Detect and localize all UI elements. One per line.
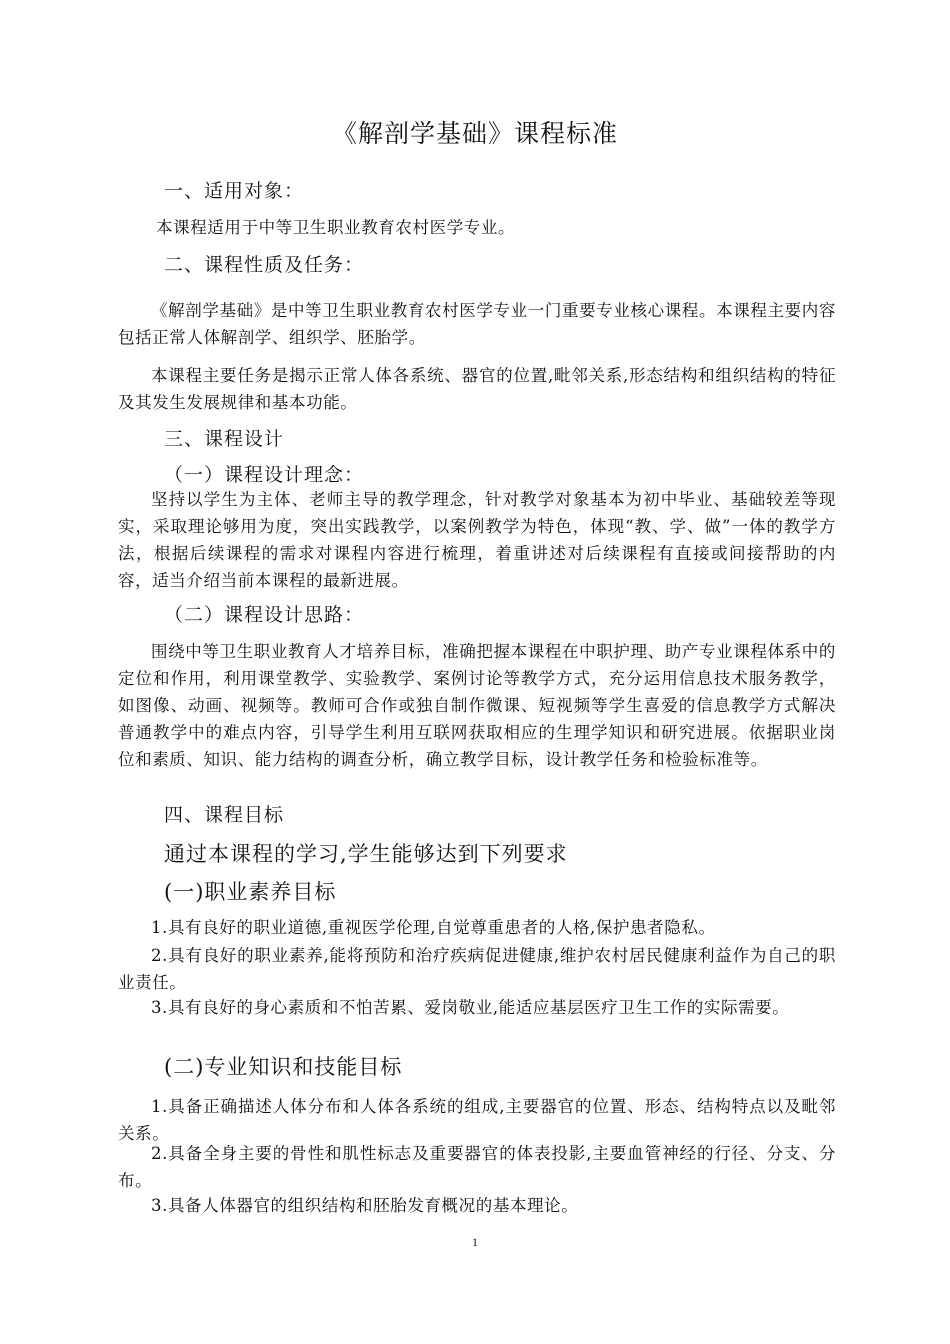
section-4-intro: 通过本课程的学习,学生能够达到下列要求: [164, 842, 568, 866]
section-3-sub1-heading: （一）课程设计理念：: [164, 464, 365, 486]
section-2-heading: 二、课程性质及任务：: [164, 254, 365, 276]
list-item: 1.具备正确描述人体分布和人体各系统的组成,主要器官的位置、形态、结构特点以及毗邻关系。: [118, 1097, 836, 1143]
section-1-text: 本课程适用于中等卫生职业教育农村医学专业。: [156, 218, 516, 237]
section-3-sub2-text: 围绕中等卫生职业教育人才培养目标，准确把握本课程在中职护理、助产专业课程体系中的定位和作用，利用课堂教学、实验教学、案例讨论等教学方式，充分运用信息技术服务教学，如图像、动画、视频等。教师可合作或独自制作微课、短视频等学生喜爱的信息教学方式解决普通教学中的难点内容，引导学生利用互联网获取相应的生理学知识和研究进展。依据职业岗位和素质、知识、能力结构的调查分析，确立教学目标，设计教学任务和检验标准等。: [118, 642, 836, 769]
section-4-sub1-heading: (一)职业素养目标: [164, 880, 337, 904]
section-3-sub1-text: 坚持以学生为主体、老师主导的教学理念，针对教学对象基本为初中毕业、基础较差等现实，采取理论够用为度，突出实践教学，以案例教学为特色，体现“教、学、做”一体的教学方法，根据后续课程的需求对课程内容进行梳理，着重讲述对后续课程有直接或间接帮助的内容，适当介绍当前本课程的最新进展。: [118, 490, 836, 590]
list-item: 3.具有良好的身心素质和不怕苦累、爱岗敬业,能适应基层医疗卫生工作的实际需要。: [151, 998, 790, 1017]
list-item: 3.具备人体器官的组织结构和胚胎发育概况的基本理论。: [151, 1196, 579, 1215]
list-item: 1.具有良好的职业道德,重视医学伦理,自觉尊重患者的人格,保护患者隐私。: [151, 918, 716, 937]
section-2-paragraph-2: 本课程主要任务是揭示正常人体各系统、器官的位置,毗邻关系,形态结构和组织结构的特征及其发生发展规律和基本功能。: [118, 366, 836, 412]
section-2-paragraph-1: 《解剖学基础》是中等卫生职业教育农村医学专业一门重要专业核心课程。本课程主要内容包括正常人体解剖学、组织学、胚胎学。: [118, 301, 836, 347]
list-item: 2.具备全身主要的骨性和肌性标志及重要器官的体表投影,主要血管神经的行径、分支、分布。: [118, 1144, 836, 1190]
section-3-sub2-heading: （二）课程设计思路：: [164, 604, 365, 626]
list-item: 2.具有良好的职业素养,能将预防和治疗疾病促进健康,维护农村居民健康利益作为自己的职业责任。: [118, 946, 836, 992]
section-4-sub2-heading: (二)专业知识和技能目标: [164, 1055, 403, 1079]
section-3-heading: 三、课程设计: [164, 428, 285, 450]
section-1-heading: 一、适用对象：: [164, 180, 305, 202]
page-number: 1: [472, 1235, 478, 1249]
document-title: 《解剖学基础》课程标准: [331, 119, 618, 148]
section-4-heading: 四、课程目标: [164, 804, 285, 826]
